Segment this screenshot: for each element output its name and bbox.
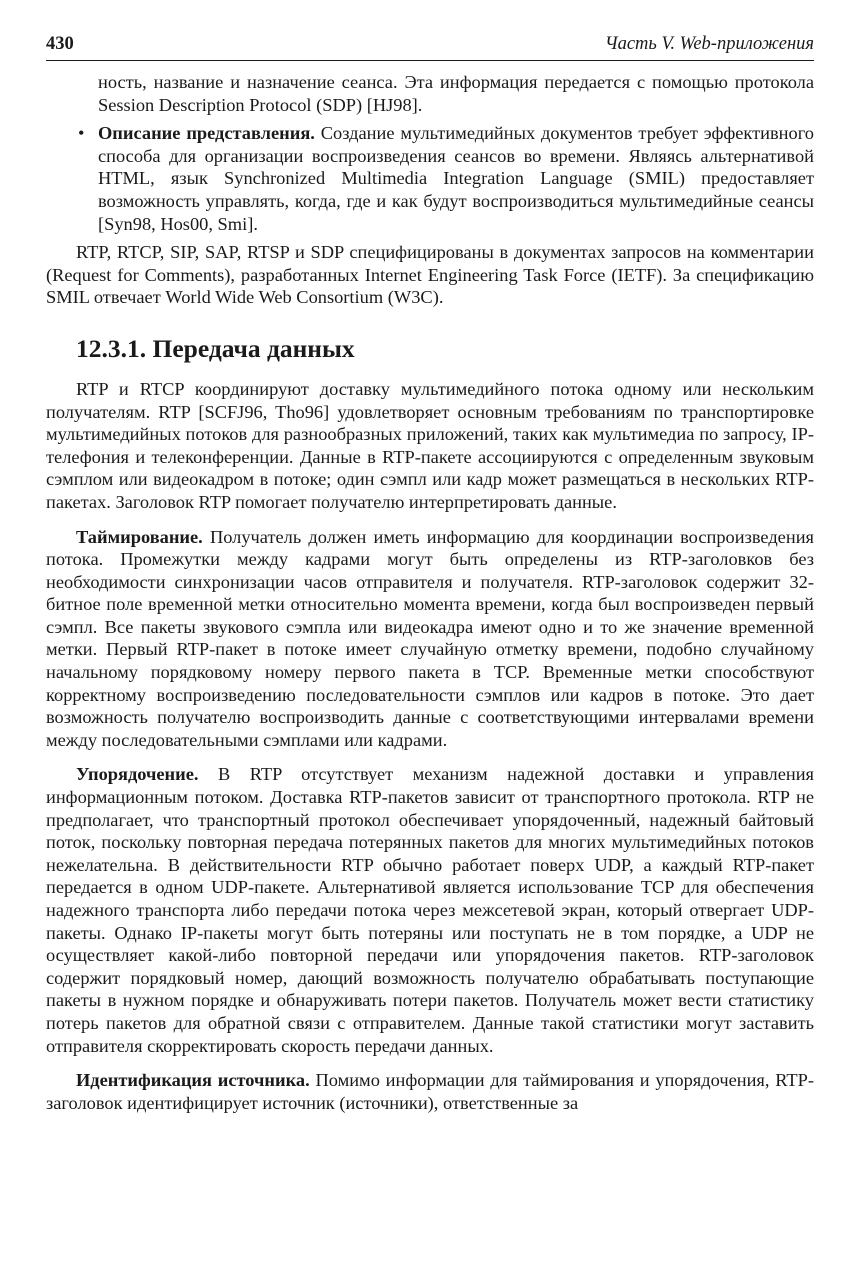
paragraph-text: Помимо информации для таймирования и упорядочения, RTP-заголовок идентифицирует источник (источники), ответственные за [46, 1070, 814, 1113]
paragraph-rfc: RTP, RTCP, SIP, SAP, RTSP и SDP специфицированы в документах запросов на комментарии (Request for Comments), разработанных Internet Engineering Task Force (IETF). За спецификацию SMIL отвечает World Wide Web Consortium (W3C). [46, 242, 814, 308]
paragraph-intro: RTP и RTCP координируют доставку мультимедийного потока одному или нескольким получателям. RTP [SCFJ96, Tho96] удовлетворяет основным требованиям по транспортировке мультимедийных потоков для разнообразных приложений, таких как мультимедиа по запросу, IP-телефония и телеконференции. Данные в RTP-пакете ассоциируются с определенным звуковым сэмплом или видеокадром в потоке; один сэмпл или кадр может размещаться в нескольких RTP-пакетах. Заголовок RTP помогает получателю интерпретировать данные. [46, 378, 814, 512]
bullet-text: ность, название и назначение сеанса. Эта информация передается с помощью протокола Session Description Protocol (SDP) [HJ98]. [98, 72, 814, 115]
book-page [46, 34, 814, 1114]
bullet-item-continuation [46, 71, 814, 116]
page-number: 430 [46, 34, 74, 54]
bullet-list [46, 71, 814, 235]
section-heading: 12.3.1. Передача данных [76, 333, 355, 363]
paragraph-text: В RTP отсутствует механизм надежной доставки и управления информационным потоком. Доставка RTP-пакетов зависит от транспортного протокола. RTP не предполагает, что транспортный протокол обеспечивает упорядоченный, надежный байтовый поток, поскольку повторная передача потерянных пакетов для многих мультимедийных потоков нежелательна. В действительности RTP обычно работает поверх UDP, а каждый RTP-пакет передается в одном UDP-пакете. Альтернативой является использование TCP для обеспечения надежного транспорта либо передачи потока через межсетевой экран, который отвергает UDP-пакеты. Однако IP-пакеты могут быть потеряны или поступать не в том порядке, а UDP не осуществляет какой-либо повторной передачи или упорядочения пакетов. RTP-заголовок содержит порядковый номер, дающий возможность получателю обрабатывать поступающие пакеты в нужном порядке и обнаруживать потери пакетов. Получатель может вести статистику потерь пакетов для обратной связи с отправителем. Данные такой статистики могут заставить отправителя скорректировать скорость передачи данных. [46, 764, 814, 1056]
running-head: Часть V. Web-приложения [604, 34, 814, 54]
page-header [46, 34, 814, 61]
paragraph-timing [46, 526, 814, 752]
page-body [46, 71, 814, 1114]
paragraph-text: Получатель должен иметь информацию для координации воспроизведения потока. Промежутки между кадрами могут быть определены из RTP-заголовков без необходимости синхронизации часов отправителя и получателя. RTP-заголовок содержит 32-битное поле временной метки относительно момента времени, когда был воспроизведен первый сэмпл. Все пакеты звукового сэмпла или видеокадра имеют одно и то же значение временной метки. Первый RTP-пакет в потоке имеет случайную отметку времени, подобно случайному начальному порядковому номеру первого пакета в TCP. Временные метки способствуют корректному воспроизведению последовательности сэмплов или кадров в потоке. Это дает возможность получателю воспроизводить данные с соответствующими интервалами времени между последовательными сэмплами или кадрами. [46, 526, 814, 750]
paragraph-term: Таймирование. [76, 526, 203, 547]
paragraph-source-id [46, 1069, 814, 1114]
bullet-term: Описание представления. [98, 123, 315, 144]
paragraph-ordering [46, 763, 814, 1057]
bullet-dot-icon: • [78, 123, 85, 144]
bullet-item-presentation [46, 122, 814, 235]
paragraph-term: Идентификация источника. [76, 1070, 310, 1091]
paragraph-term: Упорядочение. [76, 764, 199, 785]
bullet-text: Создание мультимедийных документов требует эффективного способа для организации воспроизведения сеансов во времени. Являясь альтернативой HTML, язык Synchronized Multimedia Integration Language (SMIL) предоставляет возможность управлять, когда, где и как будут воспроизводиться мультимедийные сеансы [Syn98, Hos00, Smi]. [98, 123, 814, 234]
